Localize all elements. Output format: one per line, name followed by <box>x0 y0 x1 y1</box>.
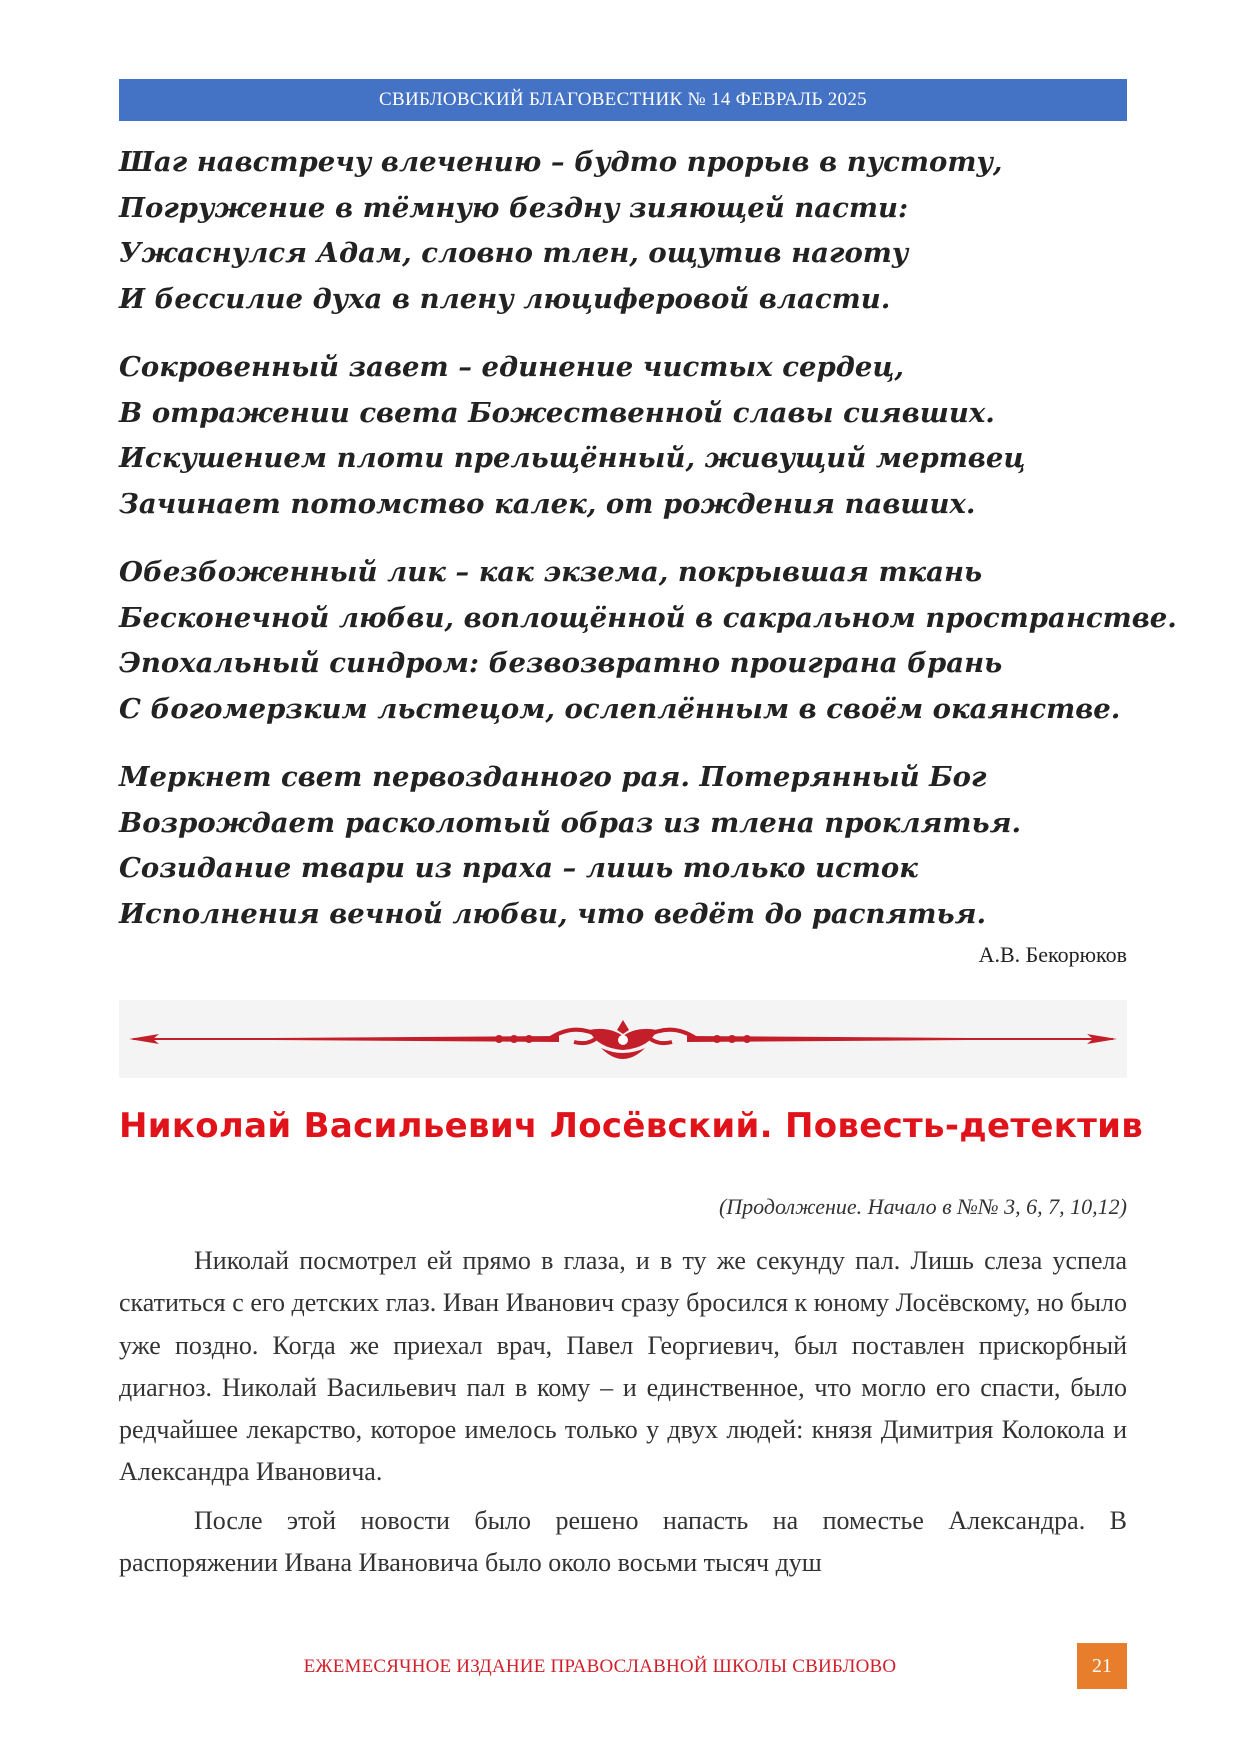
poem-line: Шаг навстречу влечению – будто прорыв в пустоту, <box>119 146 1003 178</box>
stanza-1 <box>119 140 1127 322</box>
poem-line: Эпохальный синдром: безвозвратно проиграна брань <box>119 647 1003 679</box>
header-title: СВИБЛОВСКИЙ БЛАГОВЕСТНИК № 14 ФЕВРАЛЬ 2025 <box>379 89 867 110</box>
stanza-4 <box>119 755 1127 937</box>
poem-line: И бессилие духа в плену люциферовой власти. <box>119 282 891 315</box>
article-body <box>119 1240 1127 1590</box>
poem-line: Сокровенный завет – единение чистых сердец, <box>119 351 904 383</box>
poem-author: А.В. Бекорюков <box>978 942 1127 967</box>
stanza-3 <box>119 550 1177 732</box>
poem-line: Обезбоженный лик – как экзема, покрывшая ткань <box>119 556 983 588</box>
ornament-divider-icon <box>119 1000 1127 1078</box>
page-number: 21 <box>1077 1643 1127 1689</box>
poem-line: Искушением плоти прельщённый, живущий мертвец <box>119 442 1026 474</box>
poem-line: Меркнет свет первозданного рая. Потерянный Бог <box>119 761 987 793</box>
stanza-2 <box>119 345 1127 527</box>
paragraph: Николай посмотрел ей прямо в глаза, и в ту же секунду пал. Лишь слеза успела скатиться с его детских глаз. Иван Иванович сразу бросился к юному Лосёвскому, но было уже поздно. Когда же приехал врач, Павел Георгиевич, был поставлен прискорбный диагноз. Николай Васильевич пал в кому – и единственное, что могло его спасти, было редчайшее лекарство, которое имелось только у двух людей: князя Димитрия Колокола и Александра Ивановича. <box>119 1246 1127 1487</box>
poem <box>119 140 1177 960</box>
poem-line: В отражении света Божественной славы сиявших. <box>119 396 995 429</box>
continuation-note: (Продолжение. Начало в №№ 3, 6, 7, 10,12) <box>718 1194 1127 1219</box>
poem-line: Возрождает расколотый образ из тлена проклятья. <box>119 806 1022 839</box>
poem-line: Созидание твари из праха – лишь только исток <box>119 852 918 884</box>
poem-line: Ужаснулся Адам, словно тлен, ощутив наготу <box>119 237 909 269</box>
poem-line: Погружение в тёмную бездну зияющей пасти: <box>119 191 909 224</box>
poem-line: Зачинает потомство калек, от рождения павших. <box>119 487 976 520</box>
poem-line: Бесконечной любви, воплощённой в сакральном пространстве. <box>119 601 1177 634</box>
paragraph: После этой новости было решено напасть на поместье Александра. В распоряжении Ивана Ивановича было около восьми тысяч душ <box>119 1505 1127 1578</box>
ornament-divider <box>119 1000 1127 1078</box>
poem-line: Исполнения вечной любви, что ведёт до распятья. <box>119 897 987 930</box>
header-bar <box>119 79 1127 121</box>
poem-line: С богомерзким льстецом, ослеплённым в своём окаянстве. <box>119 692 1121 725</box>
footer-text: ЕЖЕМЕСЯЧНОЕ ИЗДАНИЕ ПРАВОСЛАВНОЙ ШКОЛЫ СВИБЛОВО <box>303 1656 897 1677</box>
article-title: Николай Васильевич Лосёвский. Повесть-детектив <box>119 1106 1144 1146</box>
